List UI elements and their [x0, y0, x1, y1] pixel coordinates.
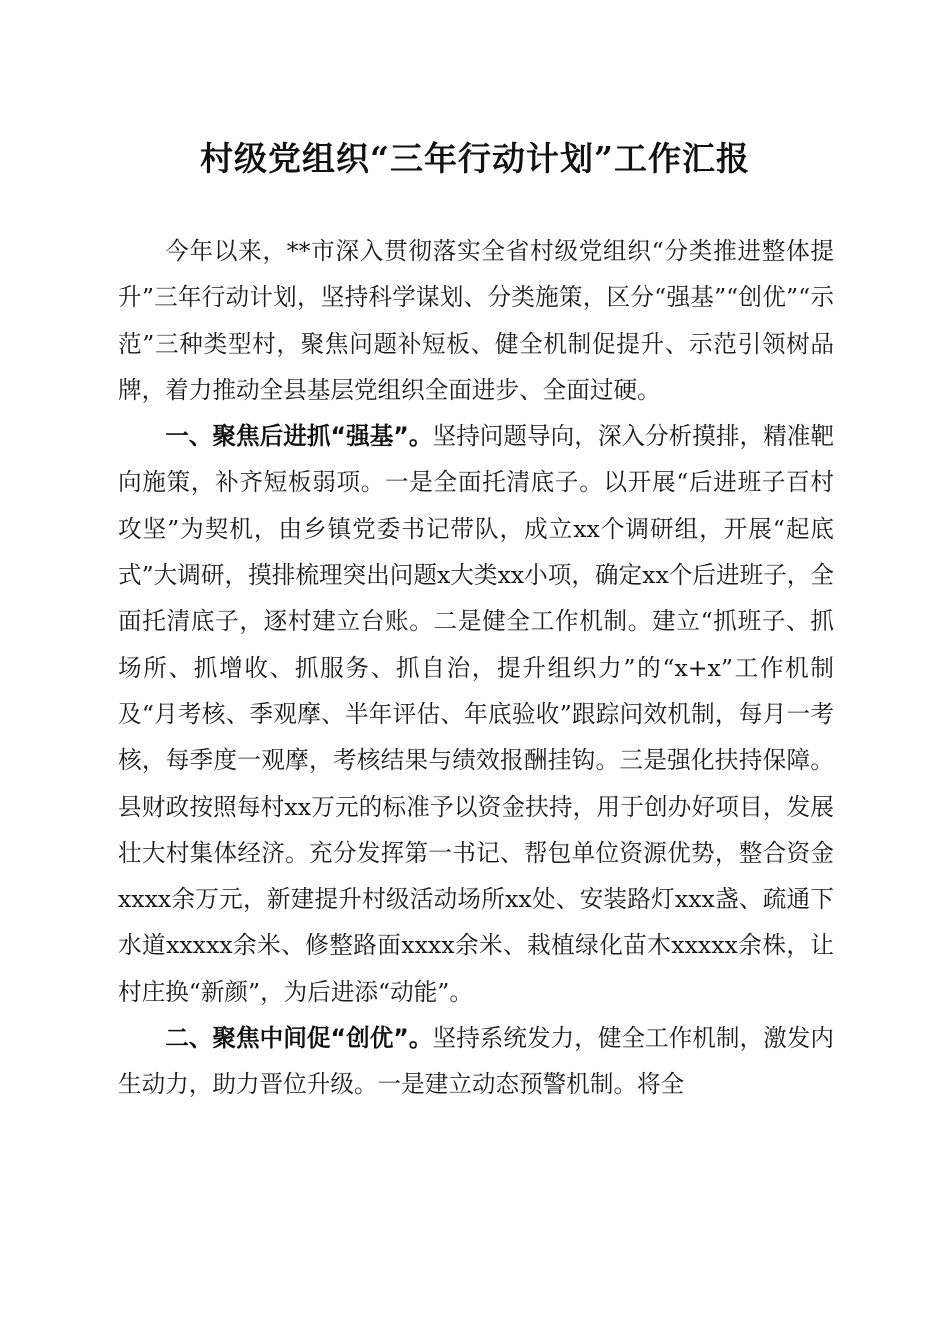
section-two-paragraph [118, 1015, 834, 1108]
intro-text: 今年以来，**市深入贯彻落实全省村级党组织“分类推进整体提升”三年行动计划，坚持科学谋划、分类施策，区分“强基”“创优”“示范”三种类型村，聚焦问题补短板、健全机制促提升、示范引领树品牌，着力推动全县基层党组织全面进步、全面过硬。 [118, 237, 834, 404]
section-two-text: 坚持系统发力，健全工作机制，激发内生动力，助力晋位升级。一是建立动态预警机制。将全 [118, 1024, 834, 1099]
section-one-paragraph [118, 413, 834, 1015]
document-title: 村级党组织“三年行动计划”工作汇报 [200, 139, 750, 178]
document-body [118, 228, 834, 1108]
section-one-text: 坚持问题导向，深入分析摸排，精准靶向施策，补齐短板弱项。一是全面托清底子。以开展“后进班子百村攻坚”为契机，由乡镇党委书记带队，成立xx个调研组，开展“起底式”大调研，摸排梳理突出问题x大类xx小项，确定xx个后进班子，全面托清底子，逐村建立台账。二是健全工作机制。建立“抓班子、抓场所、抓增收、抓服务、抓自治，提升组织力”的“x+x”工作机制及“月考核、季观摩、半年评估、年底验收”跟踪问效机制，每月一考核，每季度一观摩，考核结果与绩效报酬挂钩。三是强化扶持保障。县财政按照每村xx万元的标准予以资金扶持，用于创办好项目，发展壮大村集体经济。充分发挥第一书记、帮包单位资源优势，整合资金xxxx余万元，新建提升村级活动场所xx处、安装路灯xxx盏、疏通下水道xxxxx余米、修整路面xxxx余米、栽植绿化苗木xxxxx余株，让村庄换“新颜”，为后进添“动能”。 [118, 422, 834, 1006]
intro-paragraph [118, 228, 834, 413]
section-two-heading: 二、聚焦中间促“创优”。 [165, 1024, 433, 1053]
section-one-heading: 一、聚焦后进抓“强基”。 [165, 422, 433, 451]
